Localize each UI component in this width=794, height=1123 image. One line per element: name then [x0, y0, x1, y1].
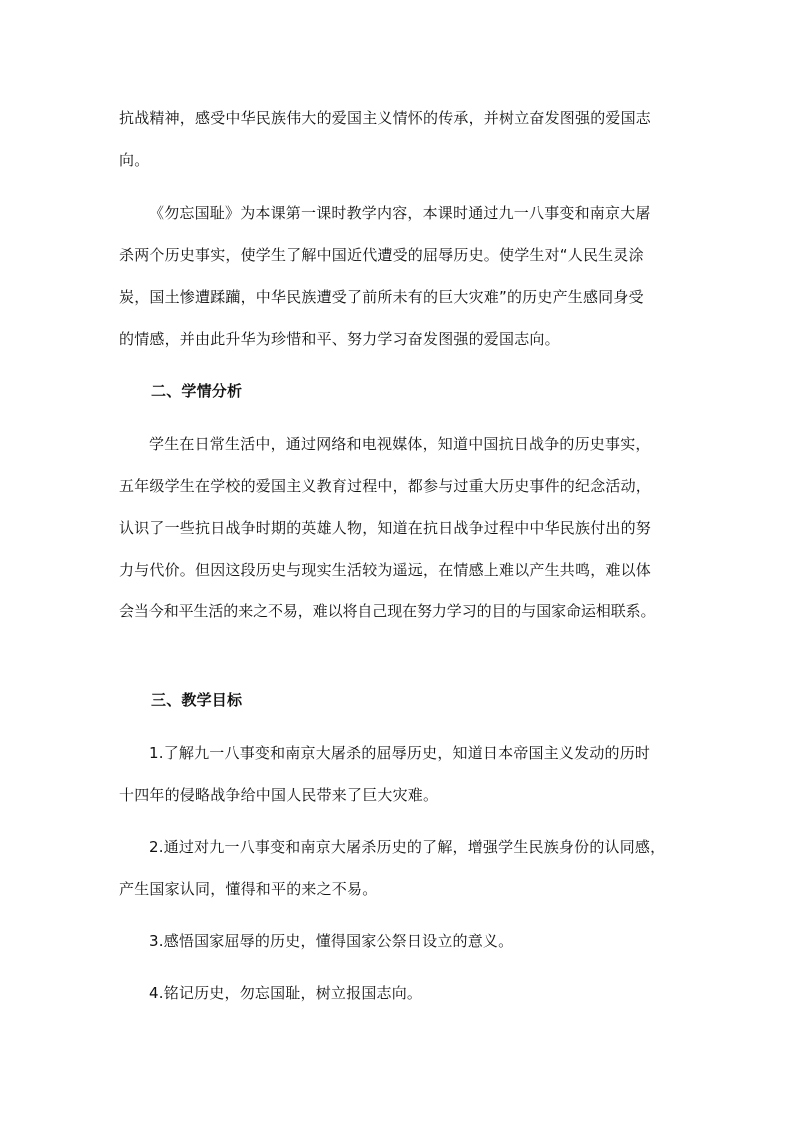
goal-1-line-2: 十四年的侵略战争给中国人民带来了巨大灾难。 — [119, 786, 439, 804]
intro-tail-line-1: 抗战精神，感受中华民族伟大的爱国主义情怀的传承，并树立奋发图强的爱国志 — [119, 109, 652, 127]
content-paragraph-line-4: 的情感，并由此升华为珍惜和平、努力学习奋发图强的爱国志向。 — [119, 330, 560, 348]
content-paragraph-line-3: 炭，国土惨遭蹂躏，中华民族遭受了前所未有的巨大灾难”的历史产生感同身受 — [119, 288, 644, 306]
goal-1-line-1: 1.了解九一八事变和南京大屠杀的屈辱历史，知道日本帝国主义发动的历时 — [149, 744, 651, 762]
section-3-heading: 三、教学目标 — [151, 691, 243, 709]
content-paragraph-line-2: 杀两个历史事实，使学生了解中国近代遭受的屈辱历史。使学生对“人民生灵涂 — [119, 246, 644, 264]
section-2-line-3: 认识了一些抗日战争时期的英雄人物，知道在抗日战争过程中中华民族付出的努 — [119, 519, 652, 537]
section-2-heading: 二、学情分析 — [151, 382, 243, 400]
intro-tail-line-2: 向。 — [119, 151, 150, 169]
section-2-line-5: 会当今和平生活的来之不易，难以将自己现在努力学习的目的与国家命运相联系。 — [119, 602, 656, 620]
goal-4: 4.铭记历史，勿忘国耻，树立报国志向。 — [149, 984, 423, 1002]
section-2-line-1: 学生在日常生活中，通过网络和电视媒体，知道中国抗日战争的历史事实， — [149, 435, 651, 453]
section-2-line-4: 力与代价。但因这段历史与现实生活较为遥远，在情感上难以产生共鸣，难以体 — [119, 561, 652, 579]
content-paragraph-line-1: 《勿忘国耻》为本课第一课时教学内容，本课时通过九一八事变和南京大屠 — [149, 204, 651, 222]
section-2-line-2: 五年级学生在学校的爱国主义教育过程中，都参与过重大历史事件的纪念活动， — [119, 477, 652, 495]
goal-2-line-2: 产生国家认同，懂得和平的来之不易。 — [119, 880, 378, 898]
goal-2-line-1: 2.通过对九一八事变和南京大屠杀历史的了解，增强学生民族身份的认同感， — [149, 838, 666, 856]
goal-3: 3.感悟国家屈辱的历史，懂得国家公祭日设立的意义。 — [149, 932, 514, 950]
